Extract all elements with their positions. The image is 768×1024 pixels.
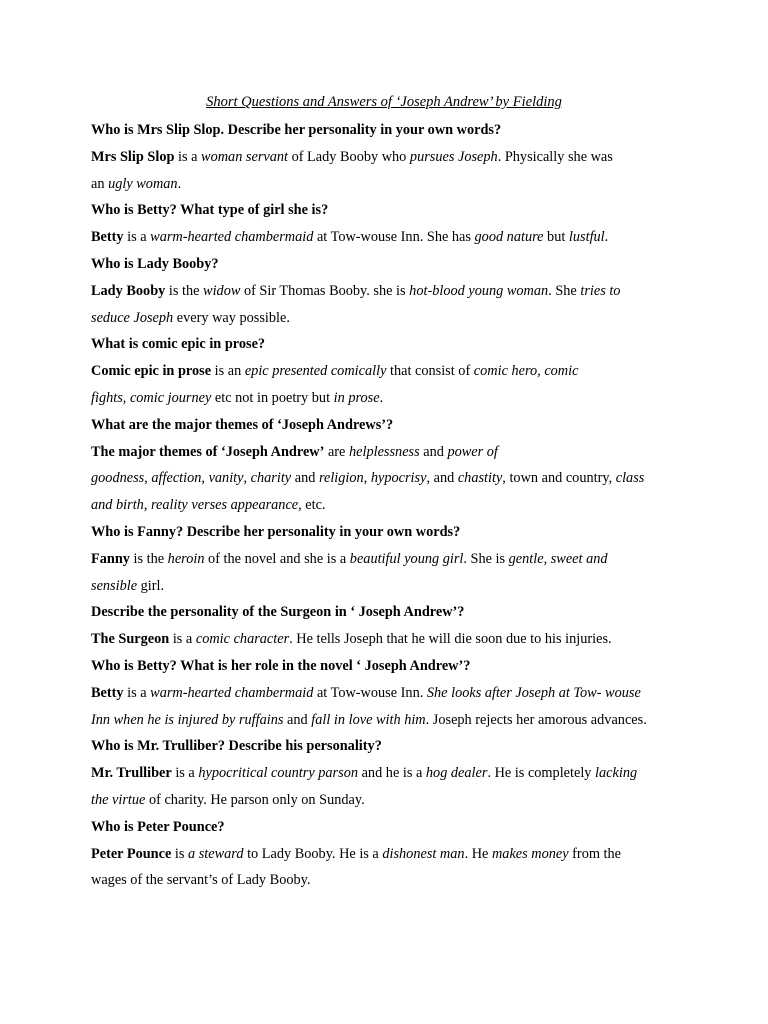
- answer-line: [91, 224, 691, 251]
- answer-emphasis: hot-blood young woman: [409, 282, 549, 299]
- answer-line: [91, 707, 691, 734]
- question-heading: Who is Lady Booby?: [91, 255, 219, 272]
- answer-subject: Peter Pounce: [91, 845, 172, 862]
- answer-line: [91, 171, 691, 198]
- answer-line: [91, 573, 691, 600]
- answer-text: is the: [129, 550, 168, 567]
- answer-text: .: [604, 229, 609, 246]
- answer-line: [91, 546, 691, 573]
- answer-line: [91, 465, 691, 492]
- answer-emphasis: pursues Joseph: [409, 148, 498, 165]
- answer-emphasis: epic presented comically: [244, 363, 387, 380]
- answer-line: [91, 278, 691, 305]
- answer-text: but: [543, 229, 569, 246]
- answer-text: to Lady Booby. He is a: [243, 845, 383, 862]
- answer-subject: Betty: [91, 229, 124, 246]
- answer-emphasis: a steward: [188, 845, 244, 862]
- question-heading: What is comic epic in prose?: [91, 336, 266, 353]
- answer-subject: Mrs Slip Slop: [91, 148, 175, 165]
- answer-emphasis: reality verses appearance: [150, 497, 299, 514]
- answer-emphasis: seduce Joseph: [91, 309, 174, 326]
- answer-emphasis: sensible: [91, 577, 138, 594]
- answer-text: . She is: [463, 550, 509, 567]
- answer-line: [91, 358, 691, 385]
- answer-emphasis: affection: [151, 470, 202, 487]
- answer-emphasis: good nature: [474, 229, 544, 246]
- answer-emphasis: hypocritical country parson: [198, 765, 358, 782]
- answer-emphasis: helplessness: [348, 443, 420, 460]
- answer-text: is a: [174, 148, 202, 165]
- answer-text: is: [171, 845, 189, 862]
- answer-text: of the novel and she is a: [204, 550, 350, 567]
- answer-text: ,: [363, 470, 371, 487]
- answer-text: .: [177, 175, 182, 192]
- answer-text: at Tow-wouse Inn. She has: [313, 229, 475, 246]
- question-heading: Who is Fanny? Describe her personality in your own words?: [91, 523, 461, 540]
- answer-emphasis: in prose: [333, 389, 380, 406]
- answer-text: that consist of: [386, 363, 474, 380]
- answer-text: etc not in poetry but: [211, 389, 334, 406]
- answer-text: an: [91, 175, 109, 192]
- question-heading: Who is Betty? What is her role in the novel ‘ Joseph Andrew’?: [91, 657, 471, 674]
- answer-emphasis: warm-hearted chambermaid: [150, 684, 314, 701]
- question-heading: Who is Mr. Trulliber? Describe his personality?: [91, 738, 382, 755]
- answer-text: is a: [123, 229, 151, 246]
- answer-line: [91, 144, 691, 171]
- answer-text: ,: [243, 470, 251, 487]
- question-heading: Who is Mrs Slip Slop. Describe her personality in your own words?: [91, 122, 502, 138]
- question-heading: Who is Peter Pounce?: [91, 818, 225, 835]
- answer-emphasis: woman servant: [201, 148, 288, 165]
- answer-text: is a: [171, 765, 199, 782]
- answer-emphasis: power of: [447, 443, 498, 460]
- answer-subject: Comic epic in prose: [91, 363, 212, 380]
- answer-text: is an: [211, 363, 245, 380]
- answer-emphasis: chastity: [457, 470, 503, 487]
- answer-emphasis: goodness: [91, 470, 145, 487]
- question-heading: What are the major themes of ‘Joseph Andrews’?: [91, 416, 394, 433]
- answer-text: of Lady Booby who: [288, 148, 410, 165]
- answer-subject: The Surgeon: [91, 631, 170, 648]
- answer-text: . He is completely: [487, 765, 596, 782]
- answer-emphasis: tries to: [580, 282, 621, 299]
- answer-emphasis: She looks after Joseph at Tow- wouse: [426, 684, 641, 701]
- answer-text: . She: [548, 282, 581, 299]
- answer-line: [91, 492, 691, 519]
- answer-text: ,: [122, 389, 130, 406]
- answer-line: [91, 760, 691, 787]
- answer-text: ,: [201, 470, 209, 487]
- question-heading: Who is Betty? What type of girl she is?: [91, 202, 329, 219]
- answer-emphasis: comic character: [195, 631, 290, 648]
- answer-emphasis: the virtue: [91, 791, 146, 808]
- answer-subject: Lady Booby: [91, 282, 166, 299]
- answer-emphasis: widow: [203, 282, 241, 299]
- answer-emphasis: class: [615, 470, 645, 487]
- answer-text: of Sir Thomas Booby. she is: [240, 282, 410, 299]
- answer-line: [91, 385, 691, 412]
- answer-text: and he is a: [358, 765, 426, 782]
- answer-text: and: [291, 470, 319, 487]
- answer-text: wages of the servant’s of Lady Booby.: [91, 872, 311, 889]
- answer-text: is a: [123, 684, 151, 701]
- answer-emphasis: vanity: [208, 470, 244, 487]
- answer-line: [91, 680, 691, 707]
- answer-text: every way possible.: [173, 309, 290, 326]
- answer-emphasis: charity: [250, 470, 292, 487]
- answer-emphasis: gentle, sweet and: [508, 550, 608, 567]
- answer-emphasis: Inn when he is injured by ruffains: [91, 711, 284, 728]
- qa-content: [91, 117, 691, 894]
- answer-text: , etc.: [298, 497, 326, 514]
- question-heading: Describe the personality of the Surgeon in ‘ Joseph Andrew’?: [91, 604, 465, 621]
- answer-emphasis: dishonest man: [382, 845, 465, 862]
- answer-emphasis: comic journey: [129, 389, 212, 406]
- answer-subject: The major themes of ‘Joseph Andrew’: [91, 443, 325, 460]
- answer-emphasis: fights: [91, 389, 123, 406]
- document-title: Short Questions and Answers of ‘Joseph Andrew’ by Fielding: [206, 94, 562, 110]
- answer-text: is a: [169, 631, 196, 648]
- answer-text: from the: [568, 845, 621, 862]
- answer-text: , and: [426, 470, 458, 487]
- answer-subject: Betty: [91, 684, 124, 701]
- answer-text: is the: [165, 282, 204, 299]
- answer-line: [91, 867, 691, 894]
- answer-text: . He: [464, 845, 492, 862]
- answer-emphasis: comic hero, comic: [473, 363, 579, 380]
- answer-emphasis: hypocrisy: [370, 470, 427, 487]
- answer-subject: Fanny: [91, 550, 130, 567]
- answer-text: . He tells Joseph that he will die soon due to his injuries.: [289, 631, 612, 648]
- answer-emphasis: ugly woman: [108, 175, 178, 192]
- answer-line: [91, 439, 691, 466]
- answer-line: [91, 787, 691, 814]
- answer-emphasis: and birth: [91, 497, 144, 514]
- answer-text: and: [283, 711, 312, 728]
- answer-text: . Joseph rejects her amorous advances.: [425, 711, 647, 728]
- answer-text: .: [379, 389, 384, 406]
- answer-emphasis: beautiful young girl: [349, 550, 464, 567]
- answer-emphasis: religion: [318, 470, 364, 487]
- answer-text: and: [419, 443, 448, 460]
- answer-emphasis: makes money: [491, 845, 569, 862]
- answer-emphasis: heroin: [167, 550, 205, 567]
- answer-line: [91, 841, 691, 868]
- answer-text: at Tow-wouse Inn.: [313, 684, 427, 701]
- answer-text: are: [324, 443, 349, 460]
- answer-emphasis: hog dealer: [425, 765, 488, 782]
- answer-text: of charity. He parson only on Sunday.: [145, 791, 365, 808]
- answer-text: , town and country,: [502, 470, 616, 487]
- answer-emphasis: warm-hearted chambermaid: [150, 229, 314, 246]
- answer-emphasis: lacking: [595, 765, 638, 782]
- answer-text: . Physically she was: [497, 148, 613, 165]
- answer-text: girl.: [137, 577, 165, 594]
- answer-line: [91, 305, 691, 332]
- answer-emphasis: fall in love with him: [311, 711, 426, 728]
- answer-line: [91, 626, 691, 653]
- answer-text: ,: [144, 470, 152, 487]
- answer-emphasis: lustful: [568, 229, 605, 246]
- answer-text: ,: [143, 497, 151, 514]
- answer-subject: Mr. Trulliber: [91, 765, 172, 782]
